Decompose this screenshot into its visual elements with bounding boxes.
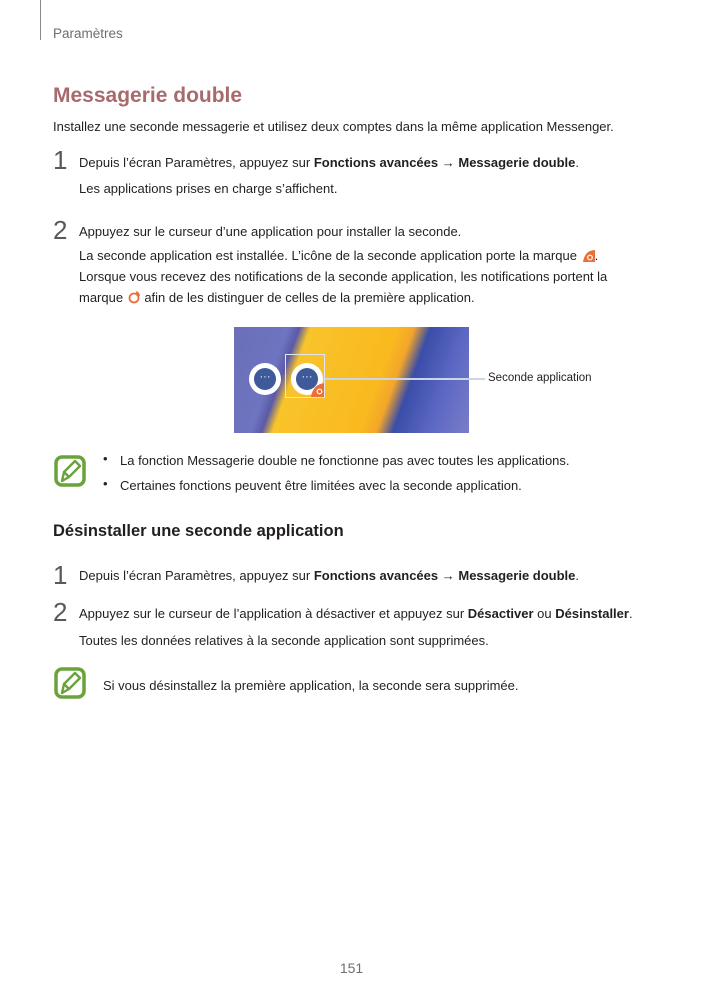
figure-caption: Seconde application — [488, 372, 592, 384]
note-bullet-text: Certaines fonctions peuvent être limitées avec la seconde application. — [120, 478, 522, 493]
dual-app-badge-icon — [581, 248, 595, 262]
step-detail: Les applications prises en charge s’affichent. — [79, 181, 338, 196]
screenshot-figure — [234, 327, 469, 433]
step-text: Appuyez sur le curseur d’une application pour installer la seconde. — [79, 224, 462, 239]
messenger-app-icon: ··· — [249, 363, 281, 395]
intro-text: Installez une seconde messagerie et utilisez deux comptes dans la même application Messenger. — [53, 119, 614, 134]
bullet-glyph: • — [103, 476, 108, 491]
step-text: Depuis l’écran Paramètres, appuyez sur Fonctions avancées → Messagerie double. — [79, 568, 580, 583]
bullet-glyph: • — [103, 451, 108, 466]
step-number: 2 — [53, 597, 68, 627]
highlight-box — [285, 354, 325, 398]
dual-app-notification-icon — [127, 290, 141, 304]
step-detail: Toutes les données relatives à la seconde application sont supprimées. — [79, 633, 489, 648]
step-detail: marque afin de les distinguer de celles de la première application. — [79, 290, 475, 305]
note-bullet-text: La fonction Messagerie double ne fonctionne pas avec toutes les applications. — [120, 453, 570, 468]
note-icon — [54, 455, 86, 487]
page-number: 151 — [339, 960, 364, 976]
page-title: Messagerie double — [53, 84, 243, 107]
step-number: 1 — [53, 145, 68, 175]
step-number: 1 — [53, 560, 68, 590]
step-text: Appuyez sur le curseur de l’application à désactiver et appuyez sur Désactiver ou Désinstaller. — [79, 606, 633, 621]
callout-line — [325, 378, 485, 380]
step-text: Depuis l’écran Paramètres, appuyez sur Fonctions avancées → Messagerie double. — [79, 155, 580, 170]
section-subtitle: Désinstaller une seconde application — [53, 522, 344, 540]
note-text: Si vous désinstallez la première application, la seconde sera supprimée. — [103, 678, 519, 693]
step-number: 2 — [53, 215, 68, 245]
step-detail: La seconde application est installée. L’icône de la seconde application porte la marque . — [79, 248, 599, 263]
header-rule — [40, 0, 41, 40]
second-messenger-app-icon: ··· — [291, 363, 323, 395]
step-detail: Lorsque vous recevez des notifications de la seconde application, les notifications portent la — [79, 269, 608, 284]
section-header: Paramètres — [53, 26, 123, 41]
note-icon — [54, 667, 86, 699]
